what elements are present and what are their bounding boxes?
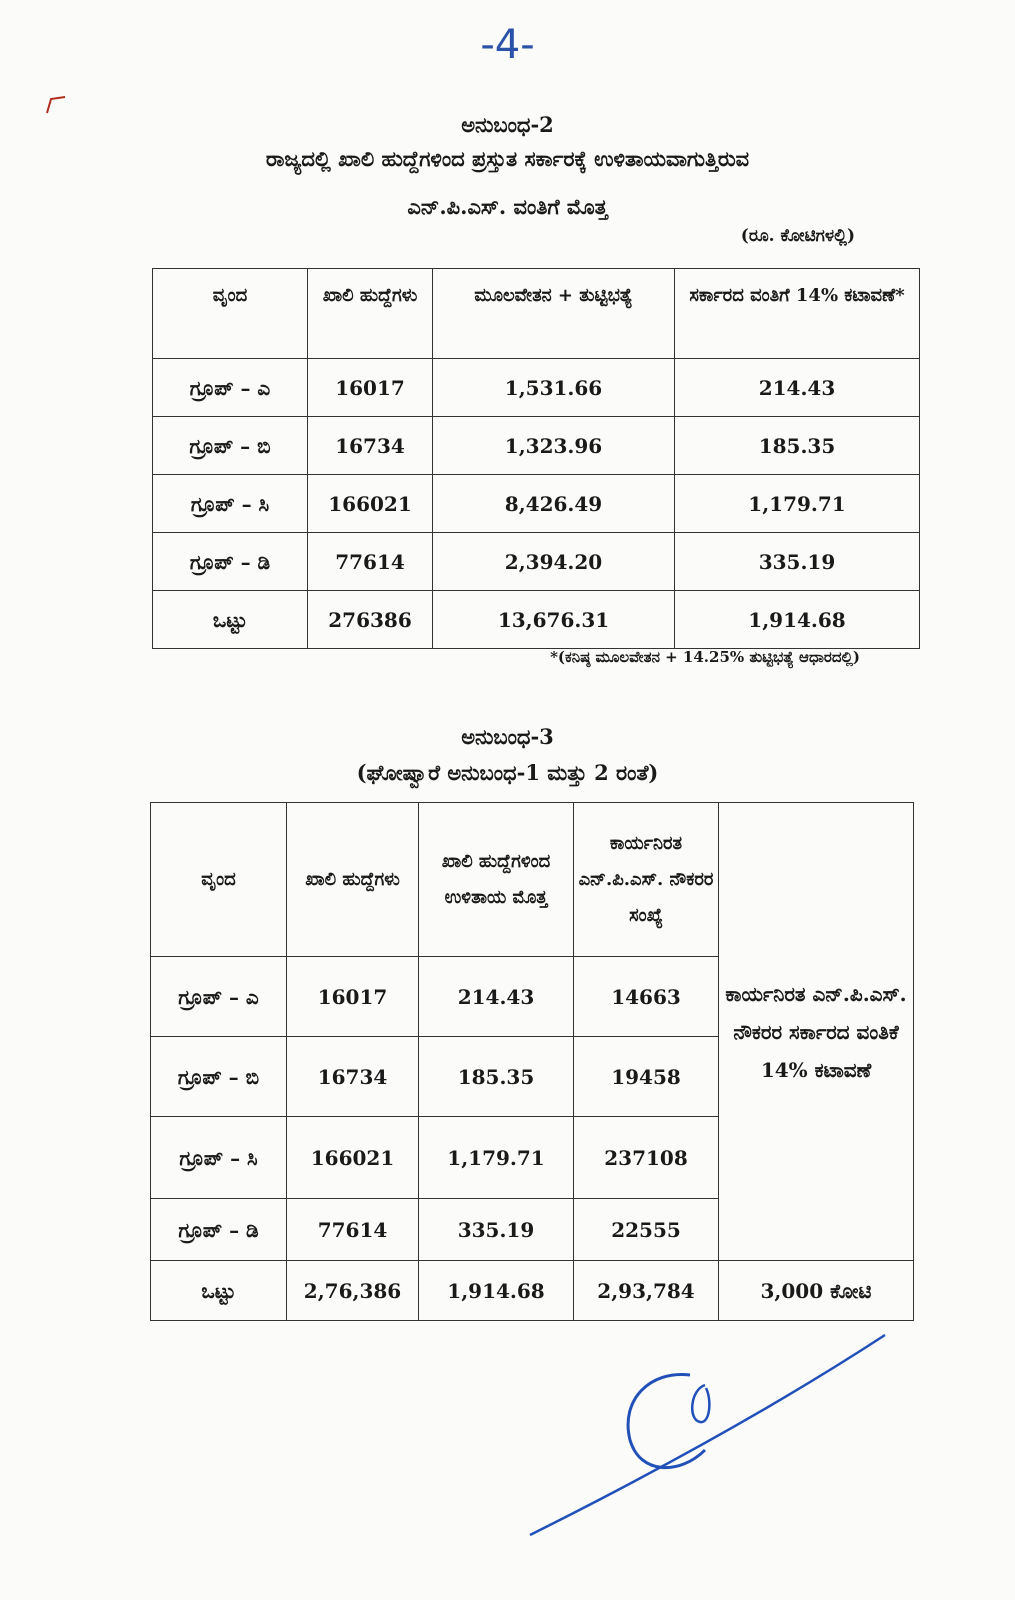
table-row (153, 475, 920, 533)
column-header: ಕಾರ್ಯನಿರತ ಎನ್.ಪಿ.ಎಸ್. ನೌಕರರ ಸಂಖ್ಯೆ (574, 803, 719, 957)
contribution-cell: 214.43 (675, 359, 920, 417)
savings-cell: 335.19 (419, 1199, 574, 1261)
side-header: ಕಾರ್ಯನಿರತ ಎನ್.ಪಿ.ಎಸ್. ನೌಕರರ ಸರ್ಕಾರದ ವಂತಿಕೆ 14% ಕಟಾವಣೆ (719, 803, 914, 1261)
vacancies-cell: 16017 (287, 957, 419, 1037)
basic-da-cell: 13,676.31 (433, 591, 675, 649)
annex3-subtitle: (ಘೋಷ್ವಾರೆ ಅನುಬಂಧ-1 ಮತ್ತು 2 ರಂತೆ) (356, 760, 659, 785)
group-cell: ಗ್ರೂಪ್ – ಡಿ (151, 1199, 287, 1261)
vacancies-cell: 166021 (308, 475, 433, 533)
group-cell: ಒಟ್ಟು (151, 1261, 287, 1321)
savings-cell: 1,179.71 (419, 1117, 574, 1199)
table-row (153, 533, 920, 591)
group-cell: ಒಟ್ಟು (153, 591, 308, 649)
annex3-table (150, 802, 914, 1321)
basic-da-cell: 1,323.96 (433, 417, 675, 475)
vacancies-cell: 276386 (308, 591, 433, 649)
vacancies-cell: 77614 (308, 533, 433, 591)
column-header: ವೃಂದ (151, 803, 287, 957)
vacancies-cell: 2,76,386 (287, 1261, 419, 1321)
table-row (153, 359, 920, 417)
employees-cell: 2,93,784 (574, 1261, 719, 1321)
group-cell: ಗ್ರೂಪ್ – ಬಿ (151, 1037, 287, 1117)
annex3-title: ಅನುಬಂಧ-3 (461, 724, 554, 749)
employees-cell: 19458 (574, 1037, 719, 1117)
table-header-row (153, 269, 920, 359)
vacancies-cell: 166021 (287, 1117, 419, 1199)
basic-da-cell: 2,394.20 (433, 533, 675, 591)
savings-cell: 214.43 (419, 957, 574, 1037)
annex2-title: ಅನುಬಂಧ-2 (461, 112, 554, 137)
vacancies-cell: 16734 (308, 417, 433, 475)
annex2-heading-line2: ಎನ್.ಪಿ.ಎಸ್. ವಂತಿಗೆ ಮೊತ್ತ (407, 194, 608, 219)
table-total-row (153, 591, 920, 649)
table-row (153, 417, 920, 475)
table-total-row (151, 1261, 914, 1321)
employees-cell: 237108 (574, 1117, 719, 1199)
column-header: ವೃಂದ (153, 269, 308, 359)
group-cell: ಗ್ರೂಪ್ – ಡಿ (153, 533, 308, 591)
annex2-unit: (ರೂ. ಕೋಟಿಗಳಲ್ಲಿ) (740, 226, 855, 246)
contribution-cell: 335.19 (675, 533, 920, 591)
annex2-footnote: *(ಕನಿಷ್ಠ ಮೂಲವೇತನ + 14.25% ತುಟ್ಟಿಭತ್ಯೆ ಆಧಾರದಲ್ಲಿ) (550, 648, 860, 666)
employees-cell: 14663 (574, 957, 719, 1037)
group-cell: ಗ್ರೂಪ್ – ಸಿ (151, 1117, 287, 1199)
employees-cell: 22555 (574, 1199, 719, 1261)
contribution-cell: 1,179.71 (675, 475, 920, 533)
vacancies-cell: 16734 (287, 1037, 419, 1117)
group-cell: ಗ್ರೂಪ್ – ಬಿ (153, 417, 308, 475)
column-header: ಖಾಲಿ ಹುದ್ದೆಗಳು (308, 269, 433, 359)
group-cell: ಗ್ರೂಪ್ – ಸಿ (153, 475, 308, 533)
column-header: ಸರ್ಕಾರದ ವಂತಿಗೆ 14% ಕಟಾವಣೆ* (675, 269, 920, 359)
table-header-row (151, 803, 914, 957)
vacancies-cell: 77614 (287, 1199, 419, 1261)
contribution-cell: 1,914.68 (675, 591, 920, 649)
page-number: -4- (480, 22, 535, 68)
column-header: ಖಾಲಿ ಹುದ್ದೆಗಳು (287, 803, 419, 957)
annex2-table (152, 268, 920, 649)
column-header: ಖಾಲಿ ಹುದ್ದೆಗಳಿಂದ ಉಳಿತಾಯ ಮೊತ್ತ (419, 803, 574, 957)
savings-cell: 1,914.68 (419, 1261, 574, 1321)
savings-cell: 185.35 (419, 1037, 574, 1117)
basic-da-cell: 1,531.66 (433, 359, 675, 417)
annex2-heading-line1: ರಾಜ್ಯದಲ್ಲಿ ಖಾಲಿ ಹುದ್ದೆಗಳಿಂದ ಪ್ರಸ್ತುತ ಸರ್ಕಾರಕ್ಕೆ ಉಳಿತಾಯವಾಗುತ್ತಿರುವ (265, 146, 750, 171)
vacancies-cell: 16017 (308, 359, 433, 417)
column-header: ಮೂಲವೇತನ + ತುಟ್ಟಿಭತ್ಯೆ (433, 269, 675, 359)
contribution-total-cell: 3,000 ಕೋಟಿ (719, 1261, 914, 1321)
contribution-cell: 185.35 (675, 417, 920, 475)
signature (520, 1330, 900, 1550)
basic-da-cell: 8,426.49 (433, 475, 675, 533)
group-cell: ಗ್ರೂಪ್ – ಎ (153, 359, 308, 417)
group-cell: ಗ್ರೂಪ್ – ಎ (151, 957, 287, 1037)
